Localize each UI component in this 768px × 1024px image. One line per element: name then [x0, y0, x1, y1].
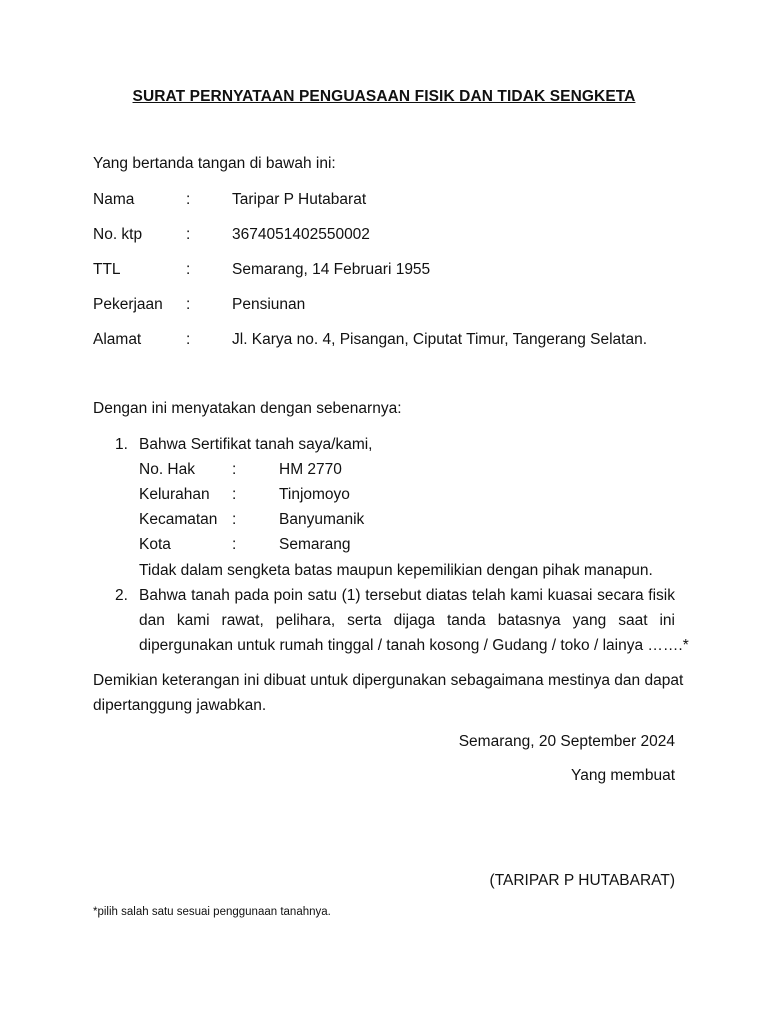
certificate-separator: : — [232, 486, 237, 503]
identity-value: 3674051402550002 — [232, 226, 370, 243]
certificate-value: Banyumanik — [279, 511, 365, 528]
item1-heading: Bahwa Sertifikat tanah saya/kami, — [139, 436, 373, 453]
identity-label: No. ktp — [93, 226, 143, 243]
certificate-value: HM 2770 — [279, 461, 342, 478]
declaration-intro: Dengan ini menyatakan dengan sebenarnya: — [93, 400, 402, 417]
identity-separator: : — [186, 226, 191, 243]
identity-value: Taripar P Hutabarat — [232, 191, 367, 208]
closing-line: dipertanggung jawabkan. — [93, 697, 267, 714]
identity-label: Pekerjaan — [93, 296, 163, 313]
item2-line: dan kami rawat, pelihara, serta dijaga tanda batasnya yang saat ini — [139, 612, 675, 629]
item2-line: Bahwa tanah pada poin satu (1) tersebut diatas telah kami kuasai secara fisik — [139, 587, 675, 604]
identity-separator: : — [186, 331, 191, 348]
item2-line: dipergunakan untuk rumah tinggal / tanah kosong / Gudang / toko / lainya …….* — [139, 637, 689, 654]
identity-separator: : — [186, 261, 191, 278]
certificate-separator: : — [232, 511, 237, 528]
item-number: 2. — [115, 587, 128, 604]
certificate-value: Semarang — [279, 536, 351, 553]
identity-label: TTL — [93, 261, 121, 278]
intro-text: Yang bertanda tangan di bawah ini: — [93, 155, 336, 172]
certificate-separator: : — [232, 461, 237, 478]
certificate-label: Kota — [139, 536, 171, 553]
identity-value: Jl. Karya no. 4, Pisangan, Ciputat Timur, Tangerang Selatan. — [232, 331, 648, 348]
footnote: *pilih salah satu sesuai penggunaan tanahnya. — [93, 906, 331, 918]
identity-label: Nama — [93, 191, 135, 208]
identity-separator: : — [186, 191, 191, 208]
document-title: SURAT PERNYATAAN PENGUASAAN FISIK DAN TIDAK SENGKETA — [132, 88, 636, 105]
signer-label: Yang membuat — [571, 767, 675, 784]
signer-name: (TARIPAR P HUTABARAT) — [489, 872, 675, 889]
certificate-label: No. Hak — [139, 461, 195, 478]
identity-label: Alamat — [93, 331, 142, 348]
certificate-label: Kecamatan — [139, 511, 218, 528]
identity-value: Semarang, 14 Februari 1955 — [232, 261, 431, 278]
certificate-label: Kelurahan — [139, 486, 210, 503]
closing-line: Demikian keterangan ini dibuat untuk dipergunakan sebagaimana mestinya dan dapat — [93, 672, 684, 689]
item1-conclusion: Tidak dalam sengketa batas maupun kepemilikian dengan pihak manapun. — [139, 562, 653, 579]
identity-separator: : — [186, 296, 191, 313]
place-date: Semarang, 20 September 2024 — [458, 733, 675, 750]
identity-value: Pensiunan — [232, 296, 306, 313]
certificate-value: Tinjomoyo — [279, 486, 350, 503]
certificate-separator: : — [232, 536, 237, 553]
item-number: 1. — [115, 436, 128, 453]
